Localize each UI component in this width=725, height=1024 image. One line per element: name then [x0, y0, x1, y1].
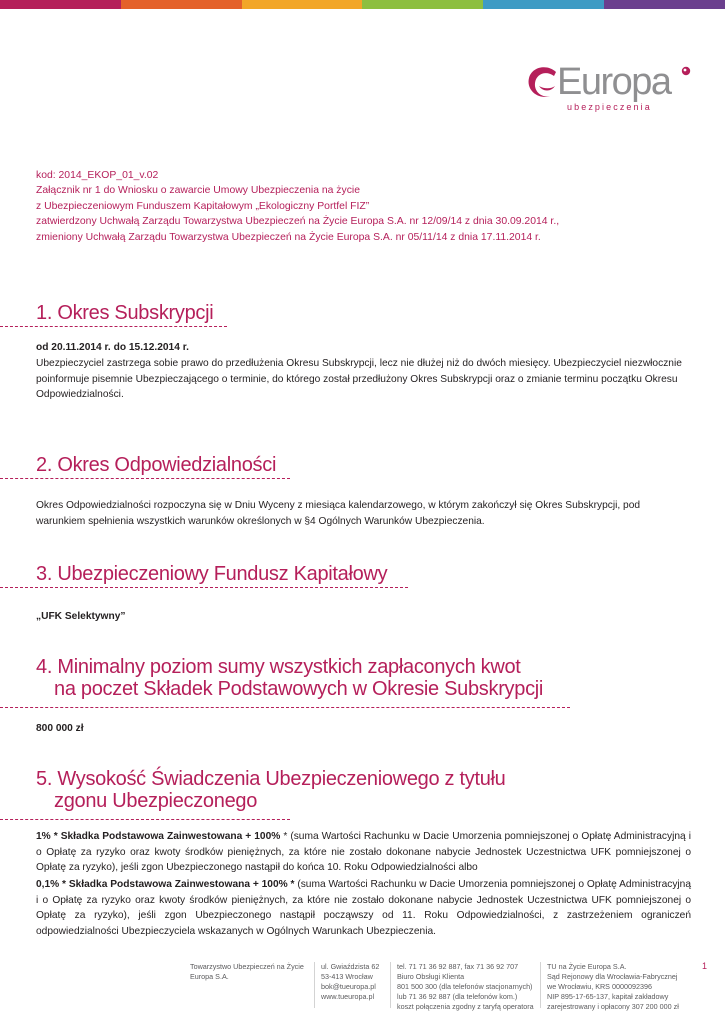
- footer-website-link[interactable]: www.tueuropa.pl: [321, 992, 375, 1001]
- footer-company: [190, 962, 310, 1008]
- footer-line: Europa S.A.: [190, 972, 229, 981]
- document-code: kod: 2014_EKOP_01_v.02: [36, 170, 159, 181]
- section-body: Ubezpieczyciel zastrzega sobie prawo do przedłużenia Okresu Subskrypcji, lecz nie dłużej niż do dwóch miesięcy. Ubezpieczyciel niezwłocznie poinformuje pisemnie Ubezpieczającego o terminie, do którego został przedłużony Okres Subskrypcji oraz o zmianie terminu początku Okresu Odpowiedzialności.: [36, 358, 682, 400]
- benefit-formula-2: [36, 877, 691, 939]
- fund-line: z Ubezpieczeniowym Funduszem Kapitałowym „Ekologiczny Portfel FIZ”: [36, 200, 370, 212]
- section-title: 1. Okres Subskrypcji: [36, 302, 214, 324]
- logo-subtitle: ubezpieczenia: [567, 102, 652, 112]
- footer-line: TU na Życie Europa S.A.: [547, 962, 627, 971]
- footer-contact: [390, 962, 537, 1011]
- section-title-line: 5. Wysokość Świadczenia Ubezpieczeniowego z tytułu: [36, 768, 506, 790]
- document-header-info: [36, 168, 686, 245]
- section-title-line: na poczet Składek Podstawowych w Okresie Subskrypcji: [54, 678, 544, 700]
- color-segment: [0, 0, 121, 9]
- subscription-dates: od 20.11.2014 r. do 15.12.2014 r.: [36, 342, 189, 353]
- footer-line: Biuro Obsługi Klienta: [397, 972, 465, 981]
- section-title: 2. Okres Odpowiedzialności: [36, 454, 277, 476]
- footer-line: tel. 71 71 36 92 887, fax 71 36 92 707: [397, 962, 519, 971]
- footer-line: NIP 895-17-65-137, kapitał zakładowy: [547, 992, 669, 1001]
- footer-email-link[interactable]: bok@tueuropa.pl: [321, 982, 376, 991]
- color-segment: [362, 0, 483, 9]
- formula-bold: 0,1% * Składka Podstawowa Zainwestowana + 100% *: [36, 879, 295, 890]
- footer-line: koszt połączenia zgodny z taryfą operatora: [397, 1002, 534, 1011]
- section-divider: [0, 587, 408, 588]
- logo-wordmark: Europa: [557, 61, 671, 103]
- color-segment: [121, 0, 242, 9]
- section-divider: [0, 478, 290, 479]
- section-title: 3. Ubezpieczeniowy Fundusz Kapitałowy: [36, 563, 388, 585]
- footer-registry: [540, 962, 697, 1011]
- footer-line: Towarzystwo Ubezpieczeń na Życie: [190, 962, 304, 971]
- amendment-line: zmieniony Uchwałą Zarządu Towarzystwa Ubezpieczeń na Życie Europa S.A. nr 05/11/14 z dnia 17.11.2014 r.: [36, 231, 541, 243]
- fund-name: „UFK Selektywny”: [36, 611, 126, 622]
- footer-address: [314, 962, 391, 1008]
- section-title: [36, 656, 543, 700]
- top-color-bar: [0, 0, 725, 9]
- color-segment: [483, 0, 604, 9]
- section-divider: [0, 707, 570, 708]
- page-footer: [0, 962, 725, 1012]
- formula-text: * (suma Wartości Rachunku w Dacie Umorzenia pomniejszonej o Opłatę Administracyjną i o Opłatę za ryzyko oraz kwoty środków pieniężnych, za które nie zostało dokonane nabycie Jednostek Uczestnictwa UFK pomniejszonej o Opłatę za ryzyko), jeśli zgon Ubezpieczonego nastąpił do końca 10. Roku Odpowiedzialności albo: [36, 831, 691, 873]
- europa-logo: [526, 62, 696, 118]
- page-number: 1: [702, 961, 708, 971]
- footer-line: Sąd Rejonowy dla Wrocławia-Fabrycznej: [547, 972, 678, 981]
- color-segment: [604, 0, 725, 9]
- section-title-line: zgonu Ubezpieczonego: [54, 790, 258, 812]
- footer-line: zarejestrowany i opłacony 307 200 000 zł: [547, 1002, 679, 1011]
- section-title-line: 4. Minimalny poziom sumy wszystkich zapłaconych kwot: [36, 656, 521, 678]
- approval-line: zatwierdzony Uchwałą Zarządu Towarzystwa Ubezpieczeń na Życie Europa S.A. nr 12/09/14 z dnia 30.09.2014 r.,: [36, 216, 560, 228]
- section-divider: [0, 819, 290, 820]
- section-title: [36, 768, 506, 812]
- footer-line: ul. Gwiaździsta 62: [321, 962, 380, 971]
- footer-line: we Wrocławiu, KRS 0000092396: [547, 982, 652, 991]
- benefit-formula-1: [36, 829, 691, 876]
- minimum-amount: 800 000 zł: [36, 723, 84, 734]
- formula-text: (suma Wartości Rachunku w Dacie Umorzenia pomniejszonej o Opłatę Administracyjną i o Opłatę za ryzyko oraz kwoty środków pieniężnych, za które nie zostało dokonane nabycie Jednostek Uczestnictwa UFK pomniejszonej o Opłatę za ryzyko), jeśli zgon Ubezpieczonego nastąpił począwszy od 11. Roku Odpowiedzialności, z zastrzeżeniem ograniczeń odpowiedzialności Ubezpieczyciela wskazanych w Ogólnych Warunkach Ubezpieczenia.: [36, 879, 692, 937]
- formula-bold: 1% * Składka Podstawowa Zainwestowana + 100%: [36, 831, 281, 842]
- footer-line: 53-413 Wrocław: [321, 972, 373, 981]
- color-segment: [242, 0, 363, 9]
- footer-line: 801 500 300 (dla telefonów stacjonarnych): [397, 982, 533, 991]
- footer-line: lub 71 36 92 887 (dla telefonów kom.): [397, 992, 518, 1001]
- section-divider: [0, 326, 227, 327]
- attachment-line: Załącznik nr 1 do Wniosku o zawarcie Umowy Ubezpieczenia na życie: [36, 185, 360, 197]
- section-body: Okres Odpowiedzialności rozpoczyna się w Dniu Wyceny z miesiąca kalendarzowego, w którym zakończył się Okres Subskrypcji, pod warunkiem spełnienia wszystkich warunków określonych w §4 Ogólnych Warunków Ubezpieczenia.: [36, 500, 641, 527]
